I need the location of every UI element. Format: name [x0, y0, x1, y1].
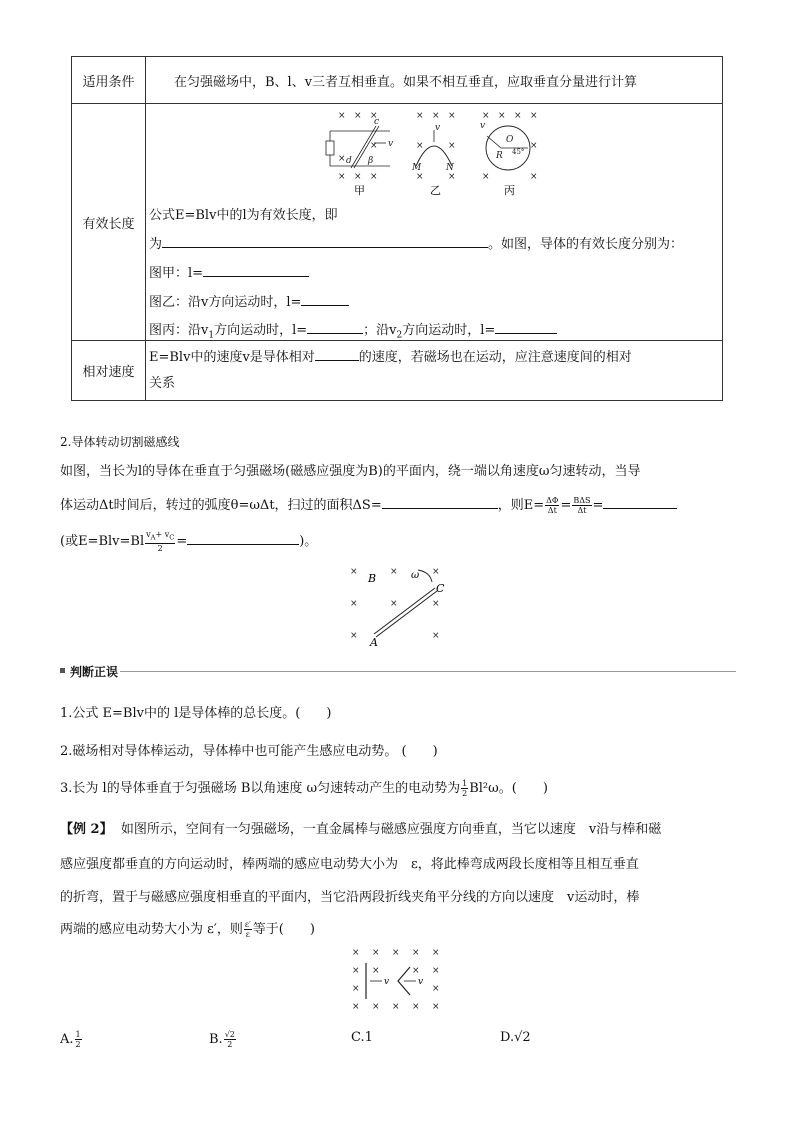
rotating-rod-figure [340, 560, 450, 650]
blank-bing-v1[interactable] [307, 320, 363, 334]
blank-relative[interactable] [315, 347, 359, 361]
svg-text:×: × [352, 948, 360, 958]
svg-text:×: × [416, 111, 424, 121]
svg-text:×: × [432, 567, 440, 577]
svg-text:v: v [480, 121, 486, 131]
example-line2: 感应强度都垂直的方向运动时，棒两端的感应电动势大小为 ε，将此棒弯成两段长度相等且相互垂直 [60, 857, 639, 872]
example-tag: 【例 2】 [60, 822, 113, 837]
figure-label-jia: 甲 [354, 184, 365, 197]
svg-text:×: × [530, 111, 538, 121]
svg-text:×: × [432, 111, 440, 121]
example-line4: 两端的感应电动势大小为 ε′，则 $\frac{\varepsilon'}{\varepsilon}$ 等于( ) [60, 920, 315, 939]
judge-question-1[interactable]: 1.公式 E=Blv中的 l是导体棒的总长度。( ) [60, 706, 332, 721]
svg-text:×: × [432, 599, 440, 609]
svg-text:×: × [370, 111, 378, 121]
svg-text:×: × [350, 567, 358, 577]
svg-text:×: × [416, 172, 424, 182]
svg-text:×: × [338, 172, 346, 182]
svg-text:45°: 45° [512, 148, 525, 156]
effective-length-jia: 图甲：l= [149, 262, 309, 281]
svg-text:×: × [354, 172, 362, 182]
section2-paragraph-line3: (或E=Blv=Bl $\frac{v_A+ v_C}{2}$ = )。 [60, 530, 318, 553]
figure-label-yi: 乙 [430, 184, 441, 197]
svg-text:×: × [372, 966, 380, 976]
rod-label-c: C [436, 582, 445, 595]
svg-text:×: × [432, 631, 440, 641]
relative-velocity-content: E=Blv中的速度v是导体相对 的速度，若磁场也在运动，应注意速度间的相对 关系 [146, 341, 723, 401]
svg-text:v: v [418, 977, 424, 987]
section2-title: 2.导体转动切割磁感线 [60, 435, 180, 449]
svg-text:×: × [352, 1002, 360, 1012]
svg-text:×: × [338, 111, 346, 121]
blank-emf[interactable] [603, 495, 677, 509]
label-relative-velocity: 相对速度 [72, 341, 146, 401]
svg-text:v: v [384, 977, 390, 987]
option-d[interactable]: D.√2 [500, 1030, 531, 1045]
example-line3: 的折弯，置于与磁感应强度相垂直的平面内，当它沿两段折线夹角平分线的方向以速度 v运动时，棒 [60, 890, 640, 905]
bent-rod-figure [348, 943, 448, 1015]
svg-text:O: O [506, 135, 514, 145]
effective-length-line1: 公式E=Blv中的l为有效长度，即 [149, 208, 338, 223]
rod-label-a: A [370, 636, 378, 649]
section-marker-icon [60, 668, 65, 673]
svg-text:d: d [346, 156, 352, 166]
svg-text:N: N [446, 163, 454, 173]
svg-text:×: × [530, 141, 538, 151]
svg-text:×: × [416, 141, 424, 151]
blank-emf-alt[interactable] [187, 531, 299, 545]
svg-text:R: R [496, 151, 503, 161]
svg-text:×: × [448, 172, 456, 182]
formula-conditions-table [71, 56, 723, 401]
svg-text:×: × [338, 154, 346, 164]
svg-text:×: × [390, 567, 398, 577]
blank-area[interactable] [382, 495, 498, 509]
option-c[interactable]: C.1 [351, 1030, 373, 1045]
blank-effective-length-definition[interactable] [162, 234, 488, 248]
svg-text:×: × [350, 631, 358, 641]
effective-length-line2: 为 。如图，导体的有效长度分别为： [149, 233, 683, 252]
svg-text:×: × [412, 948, 420, 958]
conditions-content: 在匀强磁场中，B、l、v三者互相垂直。如果不相互垂直，应取垂直分量进行计算 [146, 57, 723, 104]
svg-text:M: M [412, 163, 422, 173]
svg-text:×: × [352, 984, 360, 994]
figure-label-bing: 丙 [504, 184, 515, 197]
svg-text:×: × [412, 966, 420, 976]
effective-length-cell [146, 104, 723, 341]
svg-text:×: × [370, 141, 378, 151]
blank-bing-v2[interactable] [495, 320, 557, 334]
label-effective-length: 有效长度 [72, 104, 146, 341]
svg-text:×: × [514, 111, 522, 121]
svg-text:×: × [370, 172, 378, 182]
svg-text:×: × [350, 599, 358, 609]
section2-paragraph-line1: 如图，当长为l的导体在垂直于匀强磁场(磁感应强度为B)的平面内，绕一端以角速度ω匀速转动，当导 [60, 464, 641, 479]
svg-text:×: × [352, 966, 360, 976]
svg-text:×: × [432, 966, 440, 976]
svg-text:×: × [448, 111, 456, 121]
svg-text:×: × [372, 948, 380, 958]
svg-text:×: × [482, 172, 490, 182]
effective-length-figures [316, 106, 556, 198]
judge-section-header: 判断正误 [60, 663, 736, 679]
svg-text:×: × [482, 111, 490, 121]
svg-text:×: × [354, 111, 362, 121]
svg-text:v: v [435, 123, 441, 133]
svg-text:c: c [374, 117, 380, 127]
example-line1: 【例 2】 如图所示，空间有一匀强磁场，一直金属棒与磁感应强度方向垂直，当它以速度 v沿与棒和磁 [60, 822, 662, 837]
figure-jia [326, 111, 393, 182]
label-conditions: 适用条件 [72, 57, 146, 104]
effective-length-yi: 图乙：沿v方向运动时，l= [149, 291, 349, 310]
rod-label-b: B [368, 572, 377, 585]
blank-jia[interactable] [203, 263, 309, 277]
svg-text:×: × [432, 948, 440, 958]
svg-text:×: × [432, 1002, 440, 1012]
svg-text:×: × [372, 1002, 380, 1012]
svg-text:β: β [368, 156, 374, 166]
blank-yi[interactable] [301, 292, 349, 306]
judge-question-2[interactable]: 2.磁场相对导体棒运动，导体棒中也可能产生感应电动势。 ( ) [60, 744, 438, 759]
svg-text:×: × [392, 1002, 400, 1012]
svg-text:×: × [448, 141, 456, 151]
effective-length-bing: 图丙：沿$v_1$方向运动时，l= ；沿$v_2$方向运动时，l= [149, 319, 557, 341]
svg-text:×: × [530, 172, 538, 182]
rod-label-omega: ω [411, 570, 420, 581]
figure-yi [411, 111, 456, 182]
judge-question-3[interactable]: 3.长为 l的导体垂直于匀强磁场 B以角速度 ω匀速转动产生的电动势为 $\frac{1}{2}$ Bl²ω。( ) [60, 779, 548, 798]
option-a[interactable]: A. $\frac{1}{2}$ [60, 1030, 81, 1049]
svg-text:×: × [392, 948, 400, 958]
svg-text:×: × [432, 984, 440, 994]
figure-bing [480, 111, 538, 182]
option-b[interactable]: B. $\frac{√2}{2}$ [209, 1030, 235, 1049]
svg-text:×: × [498, 111, 506, 121]
section-divider [120, 671, 736, 672]
svg-text:×: × [412, 1002, 420, 1012]
svg-text:×: × [390, 599, 398, 609]
svg-text:v: v [388, 139, 394, 149]
section2-paragraph-line2: 体运动Δt时间后，转过的弧度θ=ωΔt，扫过的面积ΔS= ，则E= $\frac{\Delta\Phi}{\Delta t}$ = $\frac{\text{BΔS}}{\Delta t}$ = [60, 494, 677, 515]
